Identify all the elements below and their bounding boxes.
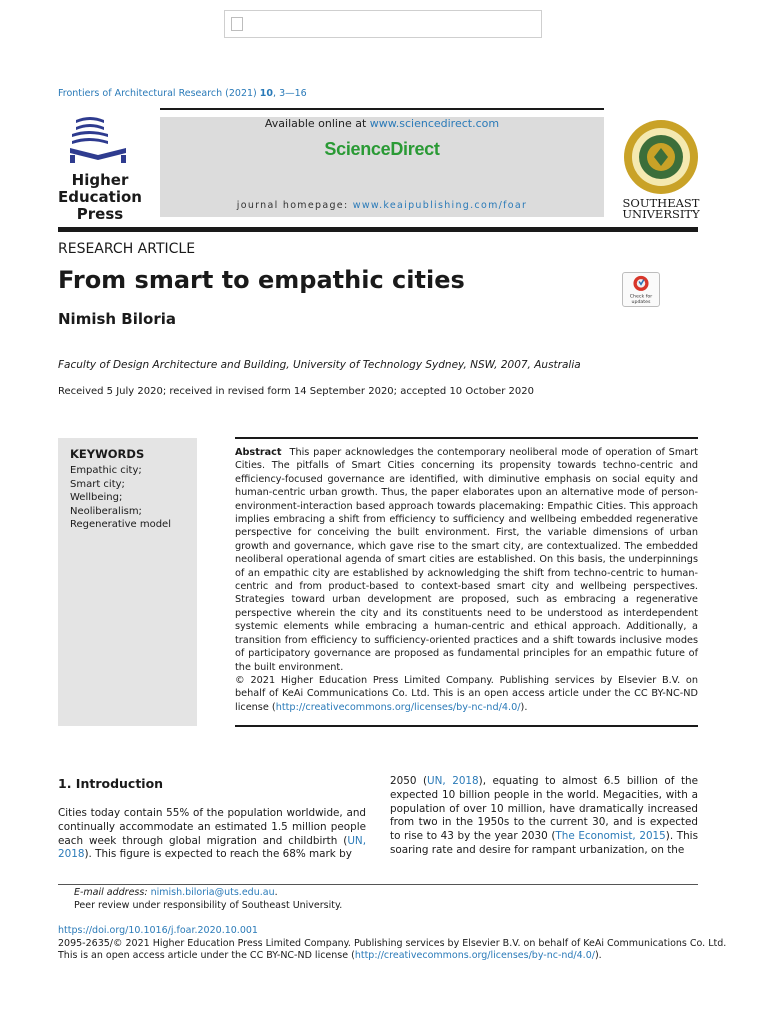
sciencedirect-wordmark: ScienceDirect [324,139,440,159]
keywords-box [58,438,197,726]
footnote-email: E-mail address: nimish.biloria@uts.edu.au. [74,887,278,898]
higher-education-press-logo [56,115,146,223]
author-email-link[interactable]: nimish.biloria@uts.edu.au [150,887,275,898]
license-link[interactable]: http://creativecommons.org/licenses/by-nc-nd/4.0/ [275,701,521,713]
author-name: Nimish Biloria [58,310,176,328]
author-affiliation: Faculty of Design Architecture and Building, University of Technology Sydney, NSW, 2007, Australia [58,359,581,371]
page-icon [231,17,243,31]
keyword-item: Neoliberalism; [70,505,142,517]
keywords-list [70,464,171,532]
university-name-line1: SOUTHEAST [622,196,700,210]
keyword-item: Regenerative model [70,519,171,530]
keywords-heading: KEYWORDS [70,447,145,461]
hep-logo-line3: Press [76,205,124,223]
abstract-bottom-rule [235,725,698,727]
citation-link[interactable]: The Economist, 2015 [555,830,666,843]
body-column-left: Cities today contain 55% of the population worldwide, and continually accommodate an estimated 1.5 million people each week through global migration and childbirth (UN, 2018). This figure is expected to reach the 68% mark by [58,807,366,861]
abstract-label: Abstract [235,447,282,458]
available-online-line: Available online at www.sciencedirect.com [264,117,500,130]
keyword-item: Empathic city; [70,465,142,476]
doi-link[interactable]: https://doi.org/10.1016/j.foar.2020.10.001 [58,925,258,936]
received-dates: Received 5 July 2020; received in revised form 14 September 2020; accepted 10 October 2020 [58,386,534,397]
abstract-text: This paper acknowledges the contemporary neoliberal mode of operation of Smart Cities. The pitfalls of Smart Cities concerning its propensity towards techno-centric and efficiency-focused governance are identified, with diminutive emphasis on social equity and human-centric urban growth. Thus, the paper elaborates upon an alternative mode of person-environment-interaction based approach towards placemaking: Empathic Cities. This approach implies embracing a shift from efficiency to sufficiency and wellbeing embedded regenerative perspective for conceiving the built environment. First, the variable dimensions of urban growth and governance, which gave rise to the smart city, are contextualized. The embedded neoliberal operational agenda of smart cities are established. On this basis, the underpinnings of an empathic city are established by acknowledging the shift from techno-centric to human-centric and from product-based to context-based smart city and wellbeing perspectives. Strategies toward urban development are proposed, such as embracing a regenerative perspective wherein the city and its constituents need to be understood as interdependent systemic elements while embracing a human-centric and ethical approach. Additionally, a transition from efficiency to sufficiency-oriented practices and a shift towards inclusive modes of participatory governance are proposed as fundamental principles for an empathic future of the built environment. [235,447,698,673]
citation-link[interactable]: UN, 2018 [427,775,479,787]
article-title: From smart to empathic cities [58,266,465,294]
citation-link[interactable]: UN, 2018 [58,834,366,861]
footnote-peer-review: Peer review under responsibility of Southeast University. [74,900,343,911]
southeast-university-logo [618,117,704,219]
abstract: Abstract This paper acknowledges the contemporary neoliberal mode of operation of Smart Cities. The pitfalls of Smart Cities concerning its propensity towards techno-centric and efficiency-focused governance are identified, with diminutive emphasis on social equity and human-centric urban growth. Thus, the paper elaborates upon an alternative mode of person-environment-interaction based approach towards placemaking: Empathic Cities. This approach implies embracing a shift from efficiency to sufficiency and wellbeing embedded regenerative perspective for conceiving the built environment. First, the variable dimensions of urban growth and governance, which gave rise to the smart city, are contextualized. The embedded neoliberal operational agenda of smart cities are established. On this basis, the underpinnings of an empathic city are established by acknowledging the shift from techno-centric to human-centric and from product-based to context-based smart city and wellbeing perspectives. Strategies toward urban development are proposed, such as embracing a regenerative perspective wherein the city and its constituents need to be understood as interdependent systemic elements while embracing a human-centric and ethical approach. Additionally, a transition from efficiency to sufficiency-oriented practices and a shift towards inclusive modes of participatory governance are proposed as fundamental principles for an empathic future of the built environment. © 2021 Higher Education Press Limited Company. Publishing services by Elsevier B.V. on behalf of KeAi Communications Co. Ltd. This is an open access article under the CC BY-NC-ND license (http://creativecommons.org/licenses/by-nc-nd/4.0/). [235,447,698,713]
journal-citation[interactable]: Frontiers of Architectural Research (2021) 10, 3—16 [58,88,307,99]
header-thick-rule [58,227,698,232]
abstract-copyright: © 2021 Higher Education Press Limited Company. Publishing services by Elsevier B.V. on behalf of KeAi Communications Co. Ltd. This is an open access article under the CC BY-NC-ND license ( [235,674,698,713]
footer-license-link[interactable]: http://creativecommons.org/licenses/by-nc-nd/4.0/ [354,950,595,961]
keyword-item: Smart city; [70,478,125,490]
journal-banner [160,117,604,217]
header-rule [160,108,604,110]
university-name-line2: UNIVERSITY [622,207,700,219]
footnote-rule [58,884,698,885]
check-badge-line2: updates [631,300,651,306]
keyword-item: Wellbeing; [70,492,123,503]
footer-copyright-line2: This is an open access article under the CC BY-NC-ND license (http://creativecommons.org/licenses/by-nc-nd/4.0/). [58,950,602,961]
check-for-updates-badge[interactable] [622,272,660,307]
journal-homepage-line: journal homepage: www.keaipublishing.com/foar [236,200,528,211]
sciencedirect-link[interactable]: www.sciencedirect.com [369,117,500,130]
article-type: RESEARCH ARTICLE [58,241,196,257]
journal-homepage-link[interactable]: www.keaipublishing.com/foar [352,200,528,211]
hep-logo-line1: Higher [71,171,129,189]
top-placeholder-box [224,10,542,38]
body-column-right: 2050 (UN, 2018), equating to almost 6.5 billion of the expected 10 billion people in the world. Megacities, with a population of over 10 million, have dramatically increased from two in the 1950s to the current 30, and is expected to rise to 43 by the year 2030 (The Economist, 2015). This soaring rate and desire for rampant urbanization, on the [390,775,698,856]
hep-logo-line2: Education [58,188,142,206]
footer-copyright-line1: 2095-2635/© 2021 Higher Education Press Limited Company. Publishing services by Elsevier B.V. on behalf of KeAi Communications Co. Ltd. [58,938,727,949]
check-badge-line1: Check for [629,294,653,300]
section-heading-introduction: 1. Introduction [58,776,164,791]
abstract-top-rule [235,437,698,439]
